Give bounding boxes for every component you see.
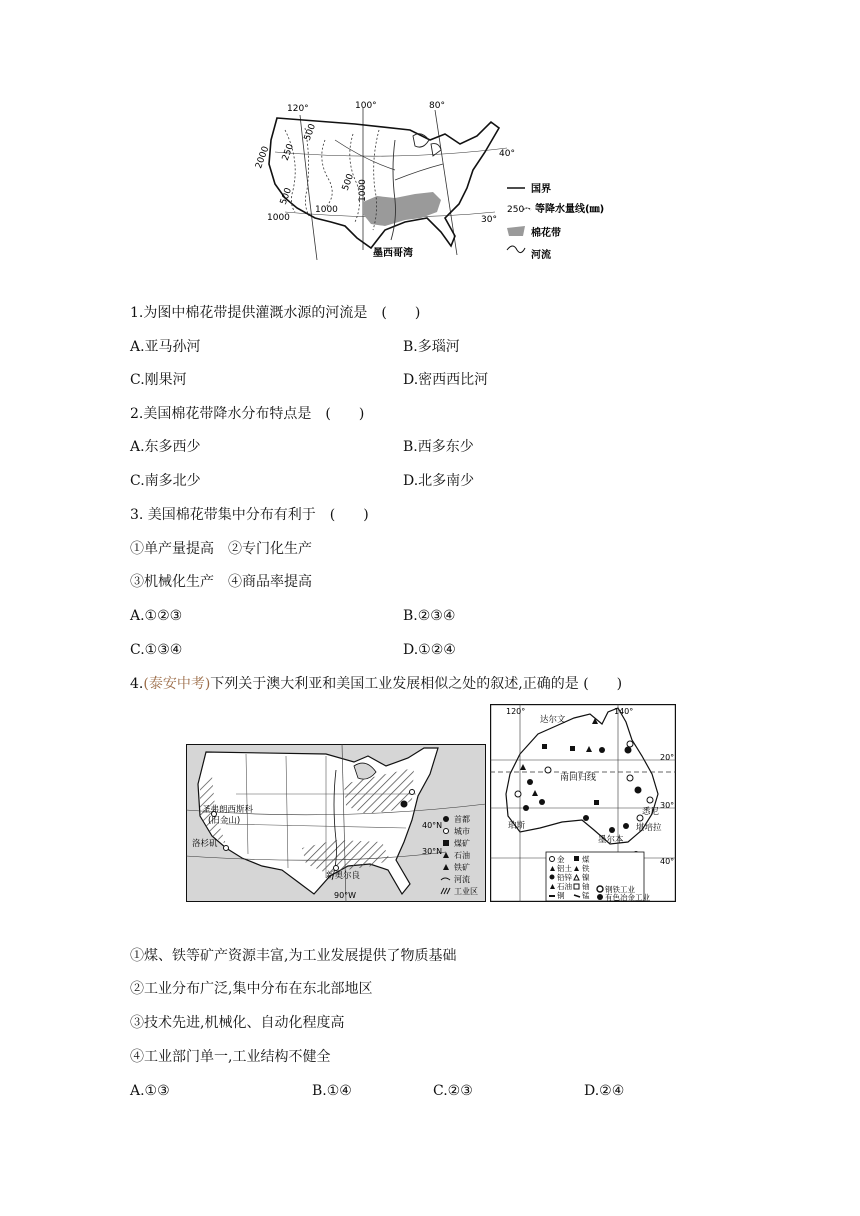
- graticule-40: [275, 148, 507, 156]
- q4-option-a[interactable]: A.①③: [130, 1083, 170, 1099]
- industrial-zone-icon: [441, 888, 450, 894]
- gold-icon: [550, 857, 555, 862]
- legend-label: 工业区: [454, 887, 478, 896]
- copper-icon: [549, 895, 555, 897]
- city-icon: [224, 846, 229, 851]
- q4-option-b[interactable]: B.①④: [312, 1083, 352, 1099]
- city-label-sf-2: (旧金山): [208, 816, 241, 826]
- legend-label: 石油: [557, 882, 572, 891]
- isohyet-line: [322, 140, 332, 208]
- coal-icon: [570, 746, 575, 751]
- coal-icon: [594, 800, 599, 805]
- oil-icon: [443, 852, 449, 858]
- steel-icon: [597, 886, 603, 892]
- australia-map: [490, 704, 676, 902]
- nonferrous-icon: [625, 747, 632, 754]
- us-industry-legend: [440, 812, 492, 902]
- lat-label: 30°: [481, 215, 497, 225]
- capital-icon: [443, 816, 449, 822]
- q4-statement: ②工业分布广泛,集中分布在东北部地区: [130, 981, 373, 997]
- q3-option-b[interactable]: B.②③④: [403, 608, 456, 624]
- q4-statement: ③技术先进,机械化、自动化程度高: [130, 1015, 345, 1031]
- lon-label: 100°: [355, 101, 377, 111]
- steel-icon: [647, 797, 653, 803]
- cotton-belt-swatch-icon: [507, 226, 525, 236]
- gulf-label: 墨西哥湾: [373, 248, 413, 259]
- river-icon: [507, 246, 525, 253]
- q2-option-a[interactable]: A.东多西少: [130, 439, 201, 455]
- city-label: 珀斯: [508, 821, 526, 831]
- question-2-stem: 2.美国棉花带降水分布特点是 ( ): [130, 406, 365, 422]
- us-cotton-belt-map: [245, 100, 625, 270]
- city-label-la: 洛杉矶: [192, 839, 218, 849]
- mississippi-river: [391, 140, 396, 240]
- nonferrous-icon: [599, 747, 605, 753]
- lon-label: 140°: [614, 707, 634, 716]
- legend-label: 铝土: [557, 864, 572, 873]
- legend-label: 铀: [582, 882, 590, 891]
- steel-icon: [627, 775, 633, 781]
- river-icon: [441, 878, 450, 880]
- nonferrous-icon: [623, 823, 629, 829]
- capital-icon: [609, 827, 615, 833]
- legend-label: 铁: [582, 864, 590, 873]
- legend-label: 国界: [531, 184, 551, 195]
- nonferrous-icon: [583, 815, 589, 821]
- city-label: 堪培拉: [636, 823, 662, 833]
- coal-icon: [443, 840, 449, 846]
- lon-label: 80°: [429, 101, 445, 111]
- lead-zinc-icon: [527, 779, 533, 785]
- city-icon: [334, 866, 339, 871]
- lead-zinc-icon: [550, 875, 555, 880]
- q4-statement: ④工业部门单一,工业结构不健全: [130, 1049, 331, 1065]
- legend-label: 棉花带: [531, 228, 561, 239]
- q1-option-b[interactable]: B.多瑙河: [403, 339, 460, 355]
- q4-stem-text: 下列关于澳大利亚和美国工业发展相似之处的叙述,正确的是 ( ): [210, 676, 623, 692]
- capital-icon: [401, 801, 408, 808]
- isohyet-label: 2000: [254, 145, 272, 171]
- q4-option-d[interactable]: D.②④: [584, 1083, 625, 1099]
- legend-label: 首都: [454, 815, 470, 824]
- q3-option-d[interactable]: D.①②④: [403, 642, 456, 658]
- lon-label: 90°W: [334, 891, 357, 900]
- legend-label: 河流: [531, 250, 551, 261]
- lon-label: 120°: [287, 104, 309, 114]
- question-3-stem: 3. 美国棉花带集中分布有利于 ( ): [130, 507, 369, 523]
- uranium-icon: [574, 884, 579, 889]
- legend-label: 金: [557, 855, 565, 864]
- nonferrous-icon: [539, 799, 545, 805]
- q2-option-c[interactable]: C.南多北少: [130, 473, 201, 489]
- legend-label: 城市: [454, 827, 470, 836]
- lat-label: 20°: [660, 753, 675, 762]
- city-label-no: 新奥尔良: [326, 871, 361, 881]
- isohyet-icon: [523, 208, 531, 210]
- q4-option-c[interactable]: C.②③: [433, 1083, 473, 1099]
- question-1-stem: 1.为图中棉花带提供灌溉水源的河流是 ( ): [130, 305, 421, 321]
- iron-icon: [443, 864, 449, 870]
- legend-label: 煤: [582, 855, 590, 864]
- q2-option-b[interactable]: B.西多东少: [403, 439, 474, 455]
- missouri-river: [335, 140, 395, 170]
- q3-option-a[interactable]: A.①②③: [130, 608, 183, 624]
- isohyet-label: 1000: [315, 205, 338, 215]
- q3-statement: ③机械化生产 ④商品率提高: [130, 574, 312, 590]
- q4-statement: ①煤、铁等矿产资源丰富,为工业发展提供了物质基础: [130, 948, 457, 964]
- isohyet-label: 1000: [267, 213, 290, 223]
- coal-icon: [574, 856, 579, 861]
- nonferrous-icon: [635, 787, 642, 794]
- legend-label: 锰: [582, 891, 590, 900]
- city-icon: [410, 790, 415, 795]
- city-label: 达尔文: [540, 715, 566, 725]
- city-icon: [444, 829, 449, 834]
- coal-icon: [542, 744, 547, 749]
- lat-label: 30°: [660, 801, 675, 810]
- lat-label: 40°: [660, 857, 675, 866]
- question-4-stem: [130, 674, 622, 694]
- isohyet-label: 500: [340, 172, 357, 193]
- lon-label: 120°: [506, 707, 526, 716]
- q3-option-c[interactable]: C.①③④: [130, 642, 183, 658]
- q1-option-c[interactable]: C.刚果河: [130, 372, 187, 388]
- q4-number: 4.: [130, 676, 144, 692]
- legend-label: 等降水量线(㎜): [535, 204, 605, 215]
- ohio-river: [395, 164, 443, 180]
- isohyet-label: 250: [280, 142, 297, 163]
- q2-option-d[interactable]: D.北多南少: [403, 473, 475, 489]
- isohyet-label: 500: [278, 186, 295, 207]
- city-label: 墨尔本: [598, 835, 624, 845]
- legend-label: 铁矿: [454, 863, 470, 872]
- q4-source: (泰安中考): [143, 676, 211, 692]
- isohyet-label: 500: [302, 122, 319, 143]
- city-label: 悉尼: [642, 807, 660, 817]
- lat-label: 40°N: [422, 821, 443, 830]
- legend-label: 铅锌: [557, 873, 572, 882]
- legend-label: 有色冶金工业: [605, 893, 650, 902]
- legend-label: 石油: [454, 851, 470, 860]
- city-label-sf: 圣弗朗西斯科: [202, 805, 254, 815]
- nonferrous-icon: [523, 805, 529, 811]
- gold-icon: [627, 741, 633, 747]
- legend-label: 镍: [582, 873, 590, 882]
- tropic-label: 南回归线: [560, 773, 597, 783]
- gold-icon: [545, 767, 551, 773]
- isohyet-label: 1000: [358, 179, 368, 202]
- legend-prefix: 250: [507, 205, 525, 215]
- gold-icon: [515, 791, 521, 797]
- map1-legend: [507, 182, 604, 261]
- legend-label: 钢铁工业: [605, 885, 635, 894]
- q1-option-d[interactable]: D.密西西比河: [403, 372, 489, 388]
- lat-label: 40°: [499, 149, 515, 159]
- lat-label: 30°N: [422, 847, 443, 856]
- legend-label: 煤矿: [454, 839, 470, 848]
- nonferrous-icon: [597, 894, 603, 900]
- q3-statement: ①单产量提高 ②专门化生产: [130, 541, 312, 557]
- legend-label: 铜: [557, 891, 565, 900]
- q1-option-a[interactable]: A.亚马孙河: [130, 339, 201, 355]
- legend-label: 河流: [454, 875, 470, 884]
